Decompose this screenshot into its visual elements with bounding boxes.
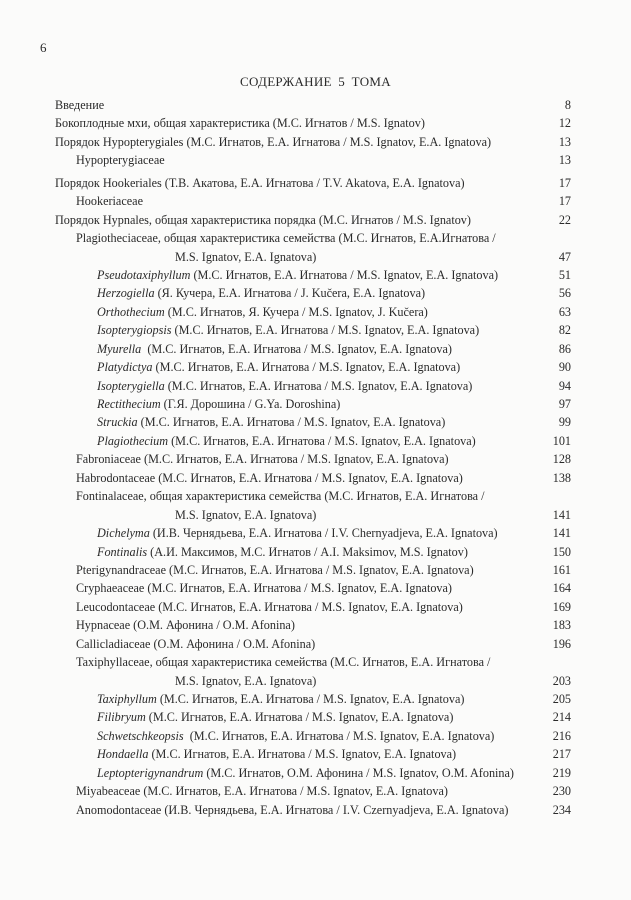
toc-entry-text: M.S. Ignatov, E.A. Ignatova) xyxy=(175,507,317,522)
toc-entry xyxy=(55,764,571,782)
toc-entry-title xyxy=(97,745,456,763)
toc-page-number: 99 xyxy=(558,415,571,430)
page-title: СОДЕРЖАНИЕ 5 ТОМА xyxy=(240,74,391,89)
genus-name: Isopterygiella xyxy=(97,378,165,393)
toc-entry-title xyxy=(97,266,498,284)
toc-entry-text: (И.В. Чернядьева, Е.А. Игнатова / I.V. Chernyadjeva, E.A. Ignatova) xyxy=(149,526,498,541)
toc-entry-text: Fontinalaceae, общая характеристика семейства (М.С. Игнатов, Е.А. Игнатова / xyxy=(76,489,485,504)
toc-entry xyxy=(55,487,571,505)
toc-entry-title xyxy=(97,377,472,395)
toc-page-number: 161 xyxy=(552,562,571,577)
toc-entry-text: Habrodontaceae (М.С. Игнатов, Е.А. Игнатова / M.S. Ignatov, E.A. Ignatova) xyxy=(76,470,463,485)
toc-entry xyxy=(55,229,571,247)
toc-entry-text: Leucodontaceae (М.С. Игнатов, Е.А. Игнатова / M.S. Ignatov, E.A. Ignatova) xyxy=(76,599,463,614)
toc-entry xyxy=(55,745,571,763)
toc-entry-text: (М.С. Игнатов, Е.А. Игнатова / M.S. Ignatov, E.A. Ignatova) xyxy=(164,378,473,393)
toc-entry xyxy=(55,266,571,284)
toc-page-number: 141 xyxy=(552,526,571,541)
toc-entry xyxy=(55,708,571,726)
toc-entry-text: (А.И. Максимов, М.С. Игнатов / A.I. Maksimov, M.S. Ignatov) xyxy=(147,544,468,559)
toc-entry-text: Hookeriaceae xyxy=(76,194,143,209)
genus-name: Leptopterigynandrum xyxy=(97,765,204,780)
toc-page-number: 164 xyxy=(552,581,571,596)
toc-page-number: 17 xyxy=(558,175,571,190)
toc-entry-title xyxy=(76,801,508,819)
toc-page-number: 216 xyxy=(552,728,571,743)
toc-entry-title xyxy=(97,690,464,708)
toc-entry-title xyxy=(76,469,463,487)
toc-page-number: 138 xyxy=(552,470,571,485)
toc-page-number: 234 xyxy=(552,802,571,817)
toc-entry xyxy=(55,321,571,339)
genus-name: Rectithecium xyxy=(97,397,161,411)
toc-entry-text: Miyabeaceae (М.С. Игнатов, Е.А. Игнатова / M.S. Ignatov, E.A. Ignatova) xyxy=(76,784,448,799)
toc-entry-text: (М.С. Игнатов, Е.А. Игнатова / M.S. Ignatov, E.A. Ignatova) xyxy=(141,341,452,356)
genus-name: Taxiphyllum xyxy=(97,692,157,706)
genus-name: Platydictya xyxy=(97,360,153,375)
toc-entry xyxy=(55,395,571,413)
toc-entry xyxy=(55,192,571,210)
toc-page-number: 230 xyxy=(552,784,571,799)
genus-name: Isopterygiopsis xyxy=(97,323,172,338)
toc-entry-text: Порядок Hypopterygiales (М.С. Игнатов, Е.А. Игнатова / M.S. Ignatov, E.A. Ignatova) xyxy=(55,134,492,149)
toc-entry-text: Pterigynandraceae (М.С. Игнатов, Е.А. Игнатова / M.S. Ignatov, E.A. Ignatova) xyxy=(76,562,474,577)
toc-entry-text: Fabroniaceae (М.С. Игнатов, Е.А. Игнатова / M.S. Ignatov, E.A. Ignatova) xyxy=(76,452,449,467)
toc-entry-title xyxy=(76,635,315,653)
toc-page-number: 12 xyxy=(558,116,571,131)
toc-entry xyxy=(55,248,571,266)
toc-entry xyxy=(55,801,571,819)
toc-entry-text: Hypnaceae (О.М. Афонина / O.M. Afonina) xyxy=(76,618,295,633)
toc-entry-title xyxy=(175,506,316,524)
toc-entry xyxy=(55,690,571,708)
toc-entry xyxy=(55,174,571,192)
toc-entry-title xyxy=(97,321,479,339)
toc-entry xyxy=(55,133,571,151)
toc-entry-text: (М.С. Игнатов, Е.А. Игнатова / M.S. Ignatov, E.A. Ignatova) xyxy=(152,360,461,375)
toc-entry-text: (М.С. Игнатов, Е.А. Игнатова / M.S. Ignatov, E.A. Ignatova) xyxy=(190,267,499,282)
toc-page-number: 13 xyxy=(558,134,571,149)
toc-entry-title xyxy=(97,340,452,358)
toc-entry xyxy=(55,579,571,597)
genus-name: Orthothecium xyxy=(97,304,165,319)
toc-entry-title xyxy=(97,524,498,542)
toc-page-number: 22 xyxy=(558,212,571,227)
toc-entry xyxy=(55,782,571,800)
genus-name: Struckia xyxy=(97,415,138,430)
toc-entry xyxy=(55,151,571,169)
toc-page-number: 17 xyxy=(558,194,571,209)
toc-page-number: 86 xyxy=(558,341,571,356)
toc-entry-title xyxy=(76,192,143,210)
toc-entry-title xyxy=(76,151,165,169)
toc-entry xyxy=(55,616,571,634)
toc-entry xyxy=(55,469,571,487)
toc-entry-title xyxy=(97,303,428,321)
toc-entry-text: (М.С. Игнатов, Е.А. Игнатова / M.S. Ignatov, E.A. Ignatova) xyxy=(183,728,495,743)
toc-entry xyxy=(55,358,571,376)
toc-entry xyxy=(55,598,571,616)
genus-name: Herzogiella xyxy=(97,286,155,301)
toc-entry-text: Callicladiaceae (О.М. Афонина / O.M. Afonina) xyxy=(76,636,316,651)
toc-entry-title xyxy=(76,616,295,634)
toc-entry-title xyxy=(76,229,496,247)
toc-entry xyxy=(55,413,571,431)
toc-entry xyxy=(55,672,571,690)
genus-name: Filibryum xyxy=(97,710,146,725)
genus-name: Fontinalis xyxy=(97,544,148,559)
toc-page-number: 94 xyxy=(558,378,571,393)
toc-entry xyxy=(55,114,571,132)
toc-page-number: 217 xyxy=(552,747,571,762)
toc-page-number: 196 xyxy=(552,636,571,651)
toc-page-number: 101 xyxy=(552,433,571,448)
genus-name: Myurella xyxy=(97,341,142,356)
toc-entry xyxy=(55,635,571,653)
toc-page-number: 169 xyxy=(552,599,571,614)
toc-entry-title xyxy=(76,561,474,579)
toc-page-number: 47 xyxy=(558,249,571,264)
toc-page-number: 141 xyxy=(552,507,571,522)
toc-page-number: 205 xyxy=(552,692,571,706)
toc-entry-title xyxy=(97,395,340,413)
toc-entry-title xyxy=(175,672,316,690)
toc-entry-title xyxy=(55,114,425,132)
toc-page-number: 150 xyxy=(552,544,571,559)
toc-page-number: 219 xyxy=(552,765,571,780)
toc-entry-text: (М.С. Игнатов, Я. Кучера / M.S. Ignatov, J. Kučera) xyxy=(164,304,428,319)
toc-entry-text: (М.С. Игнатов, Е.А. Игнатова / M.S. Ignatov, E.A. Ignatova) xyxy=(148,747,457,762)
toc-entry xyxy=(55,303,571,321)
toc-entry-text: (М.С. Игнатов, О.М. Афонина / M.S. Ignatov, O.M. Afonina) xyxy=(203,765,514,780)
toc-page-number: 128 xyxy=(552,452,571,467)
toc-entry-title xyxy=(55,96,104,114)
toc-entry xyxy=(55,340,571,358)
genus-name: Hondaella xyxy=(97,747,149,762)
page-number: 6 xyxy=(40,40,47,55)
toc-entry xyxy=(55,450,571,468)
toc-entry-title xyxy=(175,248,316,266)
toc-entry-title xyxy=(76,598,463,616)
toc-page-number: 183 xyxy=(552,618,571,633)
toc-entry-title xyxy=(76,782,448,800)
toc-entry-title xyxy=(97,358,460,376)
toc-page-number: 56 xyxy=(558,286,571,301)
genus-name: Schwetschkeopsis xyxy=(97,728,184,743)
toc-entry xyxy=(55,377,571,395)
toc-entry-title xyxy=(97,764,514,782)
toc-entry-text: (М.С. Игнатов, Е.А. Игнатова / M.S. Ignatov, E.A. Ignatova) xyxy=(137,415,446,430)
toc-page-number: 90 xyxy=(558,360,571,375)
toc-entry-text: Plagiotheciaceae, общая характеристика семейства (М.С. Игнатов, Е.А.Игнатова / xyxy=(76,231,496,246)
toc-page-number: 13 xyxy=(558,153,571,168)
genus-name: Plagiothecium xyxy=(97,433,169,448)
toc-page-number: 97 xyxy=(558,397,571,411)
toc-page-number: 203 xyxy=(552,673,571,688)
toc-entry xyxy=(55,524,571,542)
toc-entry xyxy=(55,653,571,671)
toc-entry xyxy=(55,284,571,302)
toc-entry-text: Taxiphyllaceae, общая характеристика семейства (М.С. Игнатов, Е.А. Игнатова / xyxy=(76,655,491,670)
toc-entry-title xyxy=(97,413,445,431)
toc-entry-text: Введение xyxy=(55,98,105,112)
toc-entry-text: (М.С. Игнатов, Е.А. Игнатова / M.S. Ignatov, E.A. Ignatova) xyxy=(171,323,480,338)
toc-entry-title xyxy=(97,727,494,745)
toc-entry xyxy=(55,506,571,524)
toc-entry xyxy=(55,727,571,745)
toc-entry-text: Anomodontaceae (И.В. Чернядьева, Е.А. Игнатова / I.V. Czernyadjeva, E.A. Ignatova) xyxy=(76,802,509,817)
toc-entry-title xyxy=(55,133,491,151)
toc-entry xyxy=(55,543,571,561)
toc-entry-text: (Я. Кучера, Е.А. Игнатова / J. Kučera, E.A. Ignatova) xyxy=(154,286,426,301)
table-of-contents xyxy=(55,96,571,819)
toc-entry-title xyxy=(76,579,452,597)
toc-entry-text: (М.С. Игнатов, Е.А. Игнатова / M.S. Ignatov, E.A. Ignatova) xyxy=(156,692,465,706)
toc-entry-text: Порядок Hypnales, общая характеристика порядка (М.С. Игнатов / M.S. Ignatov) xyxy=(55,212,471,227)
toc-page-number: 214 xyxy=(552,710,571,725)
toc-page-number: 8 xyxy=(564,98,571,112)
toc-page-number: 51 xyxy=(558,267,571,282)
toc-entry-text: (Г.Я. Дорошина / G.Ya. Doroshina) xyxy=(160,397,341,411)
toc-entry-text: Hypopterygiaceae xyxy=(76,153,165,168)
toc-entry-title xyxy=(97,284,425,302)
toc-entry-title xyxy=(76,487,485,505)
toc-entry xyxy=(55,211,571,229)
toc-entry-title xyxy=(76,653,490,671)
toc-entry xyxy=(55,432,571,450)
genus-name: Dichelyma xyxy=(97,526,150,541)
toc-entry-text: M.S. Ignatov, E.A. Ignatova) xyxy=(175,249,317,264)
toc-entry-text: Cryphaeaceae (М.С. Игнатов, Е.А. Игнатова / M.S. Ignatov, E.A. Ignatova) xyxy=(76,581,452,596)
toc-entry-text: M.S. Ignatov, E.A. Ignatova) xyxy=(175,673,317,688)
toc-entry-title xyxy=(97,543,468,561)
toc-entry-title xyxy=(97,708,453,726)
toc-page-number: 63 xyxy=(558,304,571,319)
toc-entry xyxy=(55,96,571,114)
toc-entry-title xyxy=(55,211,471,229)
genus-name: Pseudotaxiphyllum xyxy=(97,267,191,282)
toc-entry-title xyxy=(76,450,449,468)
toc-entry-title xyxy=(97,432,476,450)
toc-entry-text: Бокоплодные мхи, общая характеристика (М.С. Игнатов / M.S. Ignatov) xyxy=(55,116,425,131)
toc-entry-text: (М.С. Игнатов, Е.А. Игнатова / M.S. Ignatov, E.A. Ignatova) xyxy=(145,710,454,725)
toc-entry xyxy=(55,561,571,579)
toc-entry-text: (М.С. Игнатов, Е.А. Игнатова / M.S. Ignatov, E.A. Ignatova) xyxy=(168,433,476,448)
toc-entry-text: Порядок Hookeriales (Т.В. Акатова, Е.А. Игнатова / T.V. Akatova, E.A. Ignatova) xyxy=(55,175,465,190)
toc-page-number: 82 xyxy=(558,323,571,338)
toc-entry-title xyxy=(55,174,465,192)
